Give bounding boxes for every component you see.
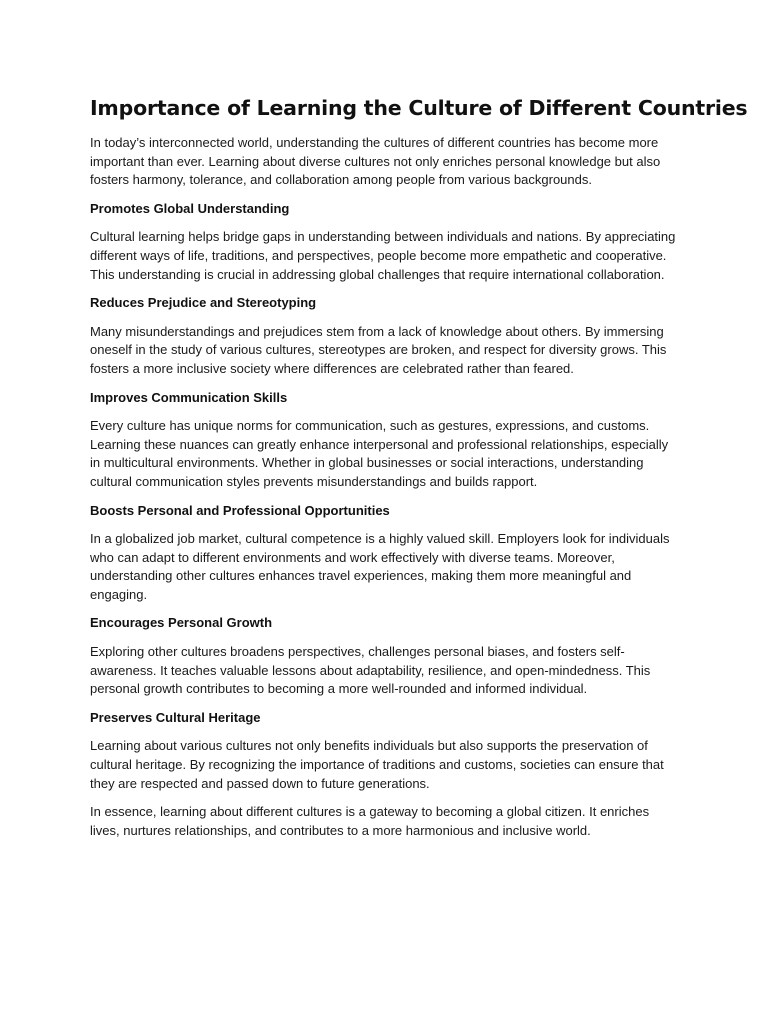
section-heading: Improves Communication Skills [90, 389, 288, 405]
intro-paragraph: In today’s interconnected world, understanding the cultures of different countries has become more important than ever. Learning about diverse cultures not only enriches personal knowledge but also fosters harmony, tolerance, and collaboration among people from various backgrounds. [90, 135, 661, 188]
section-body: Cultural learning helps bridge gaps in understanding between individuals and nations. By appreciating different ways of life, traditions, and perspectives, people become more empathetic and cooperative. This understanding is crucial in addressing global challenges that require international collaboration. [90, 229, 676, 282]
section-body: Every culture has unique norms for communication, such as gestures, expressions, and customs. Learning these nuances can greatly enhance interpersonal and professional relationships, especially in multicultural environments. Whether in global businesses or social interactions, understanding cultural communication styles prevents misunderstandings and builds rapport. [90, 418, 669, 489]
section-cultural-heritage [90, 709, 680, 793]
section-communication-skills [90, 389, 680, 492]
section-heading: Preserves Cultural Heritage [90, 709, 261, 725]
section-body: Exploring other cultures broadens perspectives, challenges personal biases, and fosters self-awareness. It teaches valuable lessons about adaptability, resilience, and open-mindedness. This personal growth contributes to becoming a more well-rounded and informed individual. [90, 644, 651, 697]
section-heading: Encourages Personal Growth [90, 615, 273, 631]
section-opportunities [90, 502, 680, 605]
document-page [90, 94, 748, 850]
section-personal-growth [90, 614, 680, 698]
section-body: In a globalized job market, cultural competence is a highly valued skill. Employers look for individuals who can adapt to different environments and work effectively with diverse teams. Moreover, understanding other cultures enhances travel experiences, making them more meaningful and engaging. [90, 531, 670, 602]
section-body: Many misunderstandings and prejudices stem from a lack of knowledge about others. By immersing oneself in the study of various cultures, stereotypes are broken, and respect for diversity grows. This fosters a more inclusive society where differences are celebrated rather than feared. [90, 323, 667, 376]
section-body: Learning about various cultures not only benefits individuals but also supports the preservation of cultural heritage. By recognizing the importance of traditions and customs, societies can ensure that they are respected and passed down to future generations. [90, 738, 664, 791]
document-title: Importance of Learning the Culture of Different Countries [90, 96, 748, 120]
section-global-understanding [90, 200, 680, 284]
section-heading: Boosts Personal and Professional Opportunities [90, 502, 390, 518]
section-reduces-prejudice [90, 294, 680, 378]
section-heading: Promotes Global Understanding [90, 200, 290, 216]
section-heading: Reduces Prejudice and Stereotyping [90, 295, 317, 311]
conclusion-paragraph: In essence, learning about different cultures is a gateway to becoming a global citizen. It enriches lives, nurtures relationships, and contributes to a more harmonious and inclusive world. [90, 804, 650, 838]
